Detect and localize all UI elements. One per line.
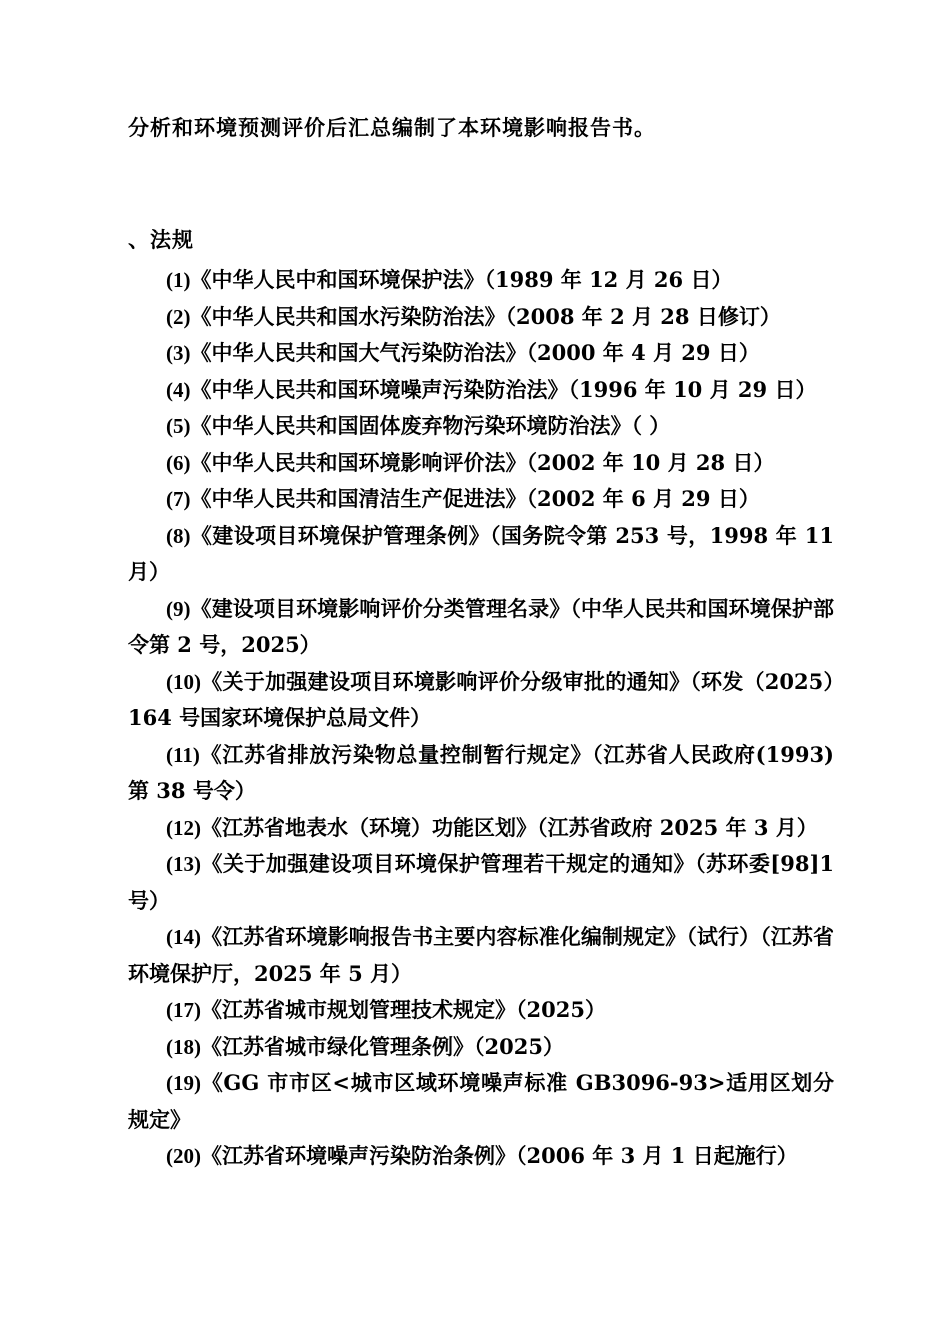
regulation-item (128, 299, 834, 336)
item-text: 《中华人民共和国环境噪声污染防治法》（1996 年 10 月 29 日） (190, 376, 817, 402)
item-number: (8) (166, 523, 191, 548)
regulation-item (128, 737, 834, 810)
item-text: 《中华人民共和国清洁生产促进法》（2002 年 6 月 29 日） (190, 486, 760, 511)
regulation-item (128, 481, 834, 518)
item-text: 《建设项目环境影响评价分类管理名录》（中华人民共和国环境保护部令第 2 号，2025） (128, 595, 834, 657)
regulation-item (128, 408, 834, 445)
item-text: 《建设项目环境保护管理条例》（国务院令第 253 号，1998 年 11 月） (128, 522, 834, 584)
section-heading: 、法规 (128, 227, 194, 252)
regulation-item (128, 846, 834, 919)
item-number: (11) (166, 742, 200, 767)
item-text: 《中华人民共和国大气污染防治法》（2000 年 4 月 29 日） (190, 340, 760, 365)
item-number: (3) (166, 341, 191, 365)
item-text: 《江苏省环境影响报告书主要内容标准化编制规定》（试行）（江苏省环境保护厅，2025 年 5 月） (128, 924, 834, 986)
item-text: 《江苏省环境噪声污染防治条例》（2006 年 3 月 1 日起施行） (201, 1143, 798, 1168)
item-text: 《江苏省城市绿化管理条例》（2025） (201, 1033, 564, 1059)
item-number: (13) (166, 852, 201, 876)
item-number: (4) (166, 377, 191, 402)
item-number: (14) (166, 925, 201, 949)
regulation-item (128, 591, 834, 664)
item-text: 《中华人民共和国固体废弃物污染环境防治法》（ ） (190, 413, 671, 438)
regulation-item (128, 445, 834, 482)
regulation-item (128, 262, 834, 299)
item-number: (5) (166, 414, 191, 438)
item-text: 《中华人民共和国环境影响评价法》（2002 年 10 月 28 日） (190, 449, 775, 475)
regulation-item (128, 810, 834, 847)
item-number: (20) (166, 1144, 201, 1168)
regulation-item (128, 1138, 834, 1175)
regulation-item (128, 664, 834, 737)
item-text: 《江苏省排放污染物总量控制暂行规定》（江苏省人民政府(1993)第 38 号令） (128, 741, 834, 803)
item-number: (7) (166, 487, 191, 511)
item-text: 《中华人民共和国水污染防治法》（2008 年 2 月 28 日修订） (190, 303, 781, 329)
intro-paragraph-line: 分析和环境预测评价后汇总编制了本环境影响报告书。 (128, 115, 656, 140)
item-text: 《江苏省城市规划管理技术规定》（2025） (201, 997, 606, 1022)
item-text: 《关于加强建设项目环境影响评价分级审批的通知》（环发（2025）164 号国家环境保护总局文件） (128, 668, 834, 730)
item-text: 《江苏省地表水（环境）功能区划》（江苏省政府 2025 年 3 月） (201, 814, 818, 840)
item-text: 《中华人民中和国环境保护法》（1989 年 12 月 26 日） (190, 267, 733, 292)
item-number: (2) (166, 304, 191, 329)
item-number: (17) (166, 998, 201, 1022)
item-number: (18) (166, 1034, 201, 1059)
item-number: (12) (166, 815, 201, 840)
item-text: 《关于加强建设项目环境保护管理若干规定的通知》（苏环委[98]1 号） (128, 851, 834, 913)
regulation-item (128, 992, 834, 1029)
item-number: (10) (166, 669, 201, 694)
item-number: (9) (166, 596, 191, 621)
item-text: 《GG 市市区<城市区域环境噪声标准 GB3096-93>适用区划分规定》 (128, 1070, 834, 1132)
regulation-item (128, 372, 834, 409)
regulation-item (128, 919, 834, 992)
regulation-item (128, 1065, 834, 1138)
regulation-list (128, 262, 834, 1175)
item-number: (1) (166, 268, 191, 292)
regulation-item (128, 1029, 834, 1066)
item-number: (19) (166, 1071, 201, 1095)
regulation-item (128, 335, 834, 372)
item-number: (6) (166, 450, 191, 475)
regulation-item (128, 518, 834, 591)
